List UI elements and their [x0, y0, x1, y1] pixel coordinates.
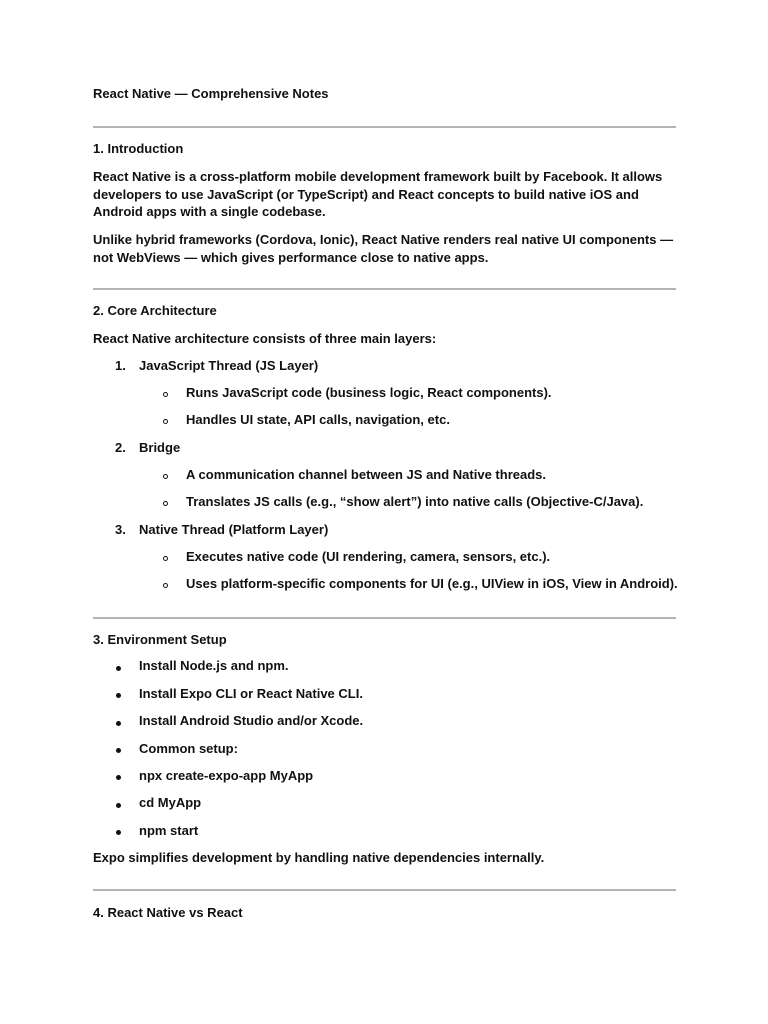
- list-number: 1.: [115, 358, 126, 373]
- architecture-lead-text: React Native architecture consists of three main layers:: [93, 331, 437, 346]
- bullet-icon: [116, 803, 121, 808]
- list-number: 2.: [115, 440, 126, 455]
- hollow-bullet-icon: [163, 474, 168, 479]
- section-heading-react-native-vs-react: 4. React Native vs React: [93, 905, 243, 920]
- list-item: Common setup:: [139, 741, 238, 756]
- bullet-icon: [116, 748, 121, 753]
- list-item: Uses platform-specific components for UI (e.g., UIView in iOS, View in Android).: [186, 576, 678, 591]
- layer-label-native-thread: Native Thread (Platform Layer): [139, 522, 329, 537]
- bullet-icon: [116, 721, 121, 726]
- hollow-bullet-icon: [163, 556, 168, 561]
- hollow-bullet-icon: [163, 501, 168, 506]
- list-item: Executes native code (UI rendering, camera, sensors, etc.).: [186, 549, 551, 564]
- list-item: Runs JavaScript code (business logic, React components).: [186, 385, 552, 400]
- list-item: Translates JS calls (e.g., “show alert”) into native calls (Objective-C/Java).: [186, 494, 644, 509]
- section-divider: [93, 617, 676, 619]
- document-title: React Native — Comprehensive Notes: [93, 86, 329, 101]
- hollow-bullet-icon: [163, 392, 168, 397]
- hollow-bullet-icon: [163, 419, 168, 424]
- section-heading-introduction: 1. Introduction: [93, 141, 184, 156]
- intro-paragraph-1: React Native is a cross-platform mobile development framework built by Facebook. It allows developers to use JavaScript (or TypeScript) and React concepts to build native iOS and Android apps with a single codebase.: [93, 169, 663, 219]
- list-item: A communication channel between JS and Native threads.: [186, 467, 546, 482]
- list-item: npm start: [139, 823, 199, 838]
- section-divider: [93, 126, 676, 128]
- section-divider: [93, 288, 676, 290]
- setup-note: Expo simplifies development by handling native dependencies internally.: [93, 850, 545, 865]
- list-item: Install Android Studio and/or Xcode.: [139, 713, 364, 728]
- section-heading-environment-setup: 3. Environment Setup: [93, 632, 227, 647]
- bullet-icon: [116, 775, 121, 780]
- bullet-icon: [116, 666, 121, 671]
- list-item: Handles UI state, API calls, navigation, etc.: [186, 412, 450, 427]
- layer-label-js-thread: JavaScript Thread (JS Layer): [139, 358, 319, 373]
- section-divider: [93, 889, 676, 891]
- layer-label-bridge: Bridge: [139, 440, 181, 455]
- list-item: Install Expo CLI or React Native CLI.: [139, 686, 363, 701]
- bullet-icon: [116, 830, 121, 835]
- list-number: 3.: [115, 522, 126, 537]
- section-heading-core-architecture: 2. Core Architecture: [93, 303, 217, 318]
- list-item: cd MyApp: [139, 795, 202, 810]
- intro-paragraph-2: Unlike hybrid frameworks (Cordova, Ionic), React Native renders real native UI components — not WebViews — which gives performance close to native apps.: [93, 232, 674, 265]
- hollow-bullet-icon: [163, 583, 168, 588]
- bullet-icon: [116, 693, 121, 698]
- list-item: npx create-expo-app MyApp: [139, 768, 314, 783]
- list-item: Install Node.js and npm.: [139, 658, 289, 673]
